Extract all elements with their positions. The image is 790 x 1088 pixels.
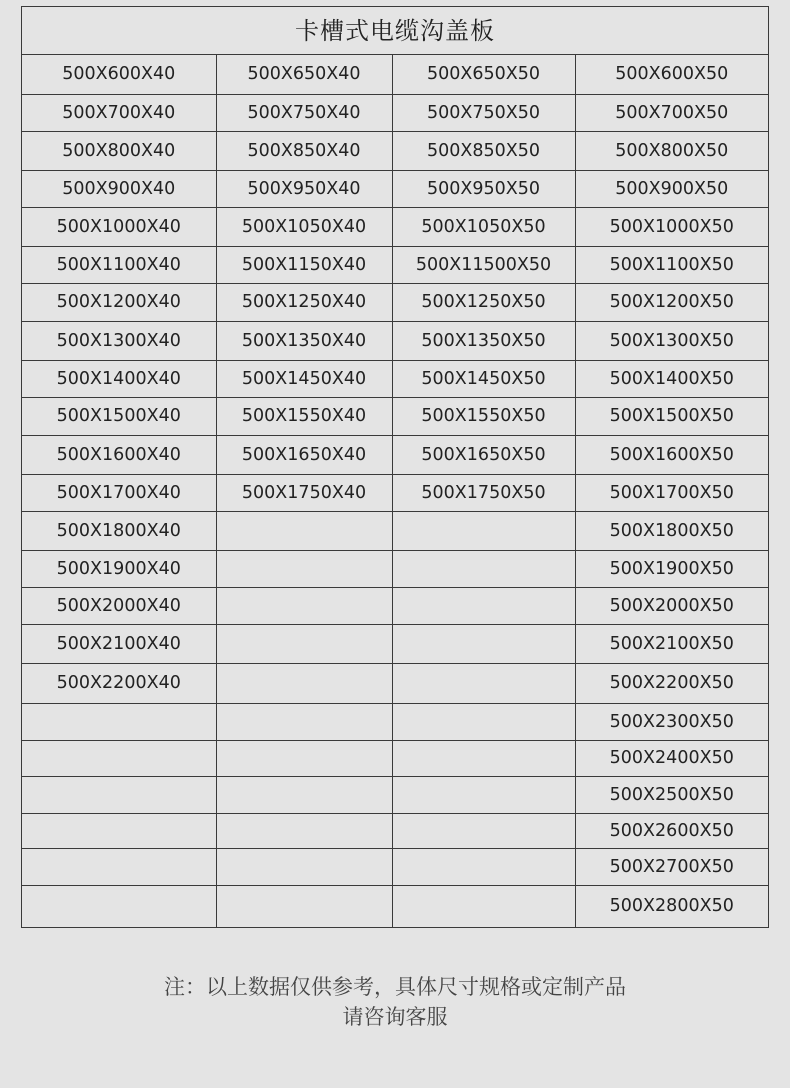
table-cell: 500X1700X50 xyxy=(575,474,768,511)
table-cell: 500X2100X50 xyxy=(575,624,768,663)
table-row xyxy=(22,550,768,587)
table-cell: 500X2700X50 xyxy=(575,848,768,885)
table-row xyxy=(22,207,768,246)
table-cell xyxy=(216,776,392,813)
table-cell: 500X1600X40 xyxy=(22,435,216,474)
table-cell: 500X900X50 xyxy=(575,170,768,207)
table-row xyxy=(22,246,768,283)
table-cell: 500X1800X40 xyxy=(22,511,216,550)
table-row xyxy=(22,703,768,740)
table-cell xyxy=(22,776,216,813)
table-cell xyxy=(216,848,392,885)
table-cell: 500X700X40 xyxy=(22,94,216,131)
table-row xyxy=(22,283,768,321)
table-cell xyxy=(392,511,575,550)
table-cell xyxy=(216,511,392,550)
table-row xyxy=(22,55,768,94)
table-cell: 500X1300X50 xyxy=(575,321,768,360)
table-cell: 500X2500X50 xyxy=(575,776,768,813)
table-cell: 500X1500X50 xyxy=(575,397,768,435)
table-cell: 500X1550X40 xyxy=(216,397,392,435)
table-cell: 500X1150X40 xyxy=(216,246,392,283)
table-cell: 500X650X40 xyxy=(216,55,392,94)
table-cell xyxy=(392,663,575,703)
table-cell xyxy=(392,776,575,813)
table-cell: 500X2800X50 xyxy=(609,896,734,917)
table-cell: 500X1100X40 xyxy=(22,246,216,283)
table-cell: 500X1500X40 xyxy=(22,397,216,435)
table-cell xyxy=(216,587,392,624)
table-cell: 500X1350X40 xyxy=(216,321,392,360)
footnote-line-1: 注：以上数据仅供参考，具体尺寸规格或定制产品 xyxy=(164,975,626,999)
table-cell: 500X950X50 xyxy=(392,170,575,207)
table-cell xyxy=(22,885,216,927)
table-cell xyxy=(216,624,392,663)
table-cell: 500X900X40 xyxy=(22,170,216,207)
table-cell xyxy=(22,703,216,740)
table-cell: 500X1650X40 xyxy=(216,435,392,474)
table-cell: 500X2000X40 xyxy=(22,587,216,624)
table-row xyxy=(22,170,768,207)
table-cell: 500X800X40 xyxy=(22,131,216,170)
table-cell: 500X1800X50 xyxy=(575,511,768,550)
table-row xyxy=(22,474,768,511)
table-cell xyxy=(392,885,575,927)
table-cell: 500X1250X40 xyxy=(216,283,392,321)
table-cell: 500X1600X50 xyxy=(575,435,768,474)
table-cell: 500X1300X40 xyxy=(22,321,216,360)
table-cell: 500X1200X50 xyxy=(575,283,768,321)
table-cell: 500X750X40 xyxy=(216,94,392,131)
table-cell: 500X1000X40 xyxy=(22,207,216,246)
table-cell xyxy=(392,813,575,848)
table-cell xyxy=(216,663,392,703)
table-row xyxy=(22,360,768,397)
table-cell xyxy=(22,813,216,848)
table-cell xyxy=(392,550,575,587)
table-cell: 500X1050X40 xyxy=(216,207,392,246)
table-cell: 500X11500X50 xyxy=(392,246,575,283)
table-cell: 500X1450X50 xyxy=(392,360,575,397)
footnote-line-2: 请咨询客服 xyxy=(342,1005,448,1029)
table-title: 卡槽式电缆沟盖板 xyxy=(22,7,768,55)
table-cell: 500X2200X40 xyxy=(22,663,216,703)
table-cell: 500X850X40 xyxy=(216,131,392,170)
table-row xyxy=(22,776,768,813)
table-cell: 500X1900X50 xyxy=(575,550,768,587)
table-cell xyxy=(392,587,575,624)
table-cell xyxy=(216,740,392,776)
table-row xyxy=(22,397,768,435)
table-row xyxy=(22,131,768,170)
table-cell: 500X1750X40 xyxy=(216,474,392,511)
table-cell xyxy=(392,703,575,740)
table-cell: 500X1400X50 xyxy=(575,360,768,397)
table-cell: 500X2000X50 xyxy=(575,587,768,624)
table-cell xyxy=(216,885,392,927)
spec-table xyxy=(21,6,769,928)
table-row xyxy=(22,321,768,360)
table-row xyxy=(22,587,768,624)
table-cell: 500X1550X50 xyxy=(392,397,575,435)
table-row xyxy=(22,624,768,663)
table-row xyxy=(22,94,768,131)
table-row xyxy=(22,740,768,776)
table-cell: 500X2100X40 xyxy=(22,624,216,663)
table-cell: 500X1350X50 xyxy=(392,321,575,360)
table-cell: 500X600X40 xyxy=(22,55,216,94)
table-cell xyxy=(216,703,392,740)
table-cell: 500X750X50 xyxy=(392,94,575,131)
table-cell xyxy=(22,848,216,885)
table-cell: 500X850X50 xyxy=(392,131,575,170)
table-cell: 500X2200X50 xyxy=(575,663,768,703)
table-cell: 500X1400X40 xyxy=(22,360,216,397)
table-cell: 500X1200X40 xyxy=(22,283,216,321)
table-cell xyxy=(392,848,575,885)
table-cell: 500X2600X50 xyxy=(575,813,768,848)
table-cell xyxy=(216,813,392,848)
table-cell: 500X1450X40 xyxy=(216,360,392,397)
table-cell: 500X1700X40 xyxy=(22,474,216,511)
table-row xyxy=(22,848,768,885)
footnote xyxy=(0,972,790,1032)
table-cell xyxy=(22,740,216,776)
table-row xyxy=(22,663,768,703)
table-cell: 500X800X50 xyxy=(575,131,768,170)
table-cell: 500X600X50 xyxy=(575,55,768,94)
table-cell: 500X950X40 xyxy=(216,170,392,207)
table-cell: 500X650X50 xyxy=(392,55,575,94)
table-row xyxy=(22,435,768,474)
table-cell: 500X2400X50 xyxy=(575,740,768,776)
table-cell: 500X1750X50 xyxy=(392,474,575,511)
table-row xyxy=(22,511,768,550)
table-cell: 500X1050X50 xyxy=(392,207,575,246)
table-cell: 500X1100X50 xyxy=(575,246,768,283)
table-cell: 500X1900X40 xyxy=(22,550,216,587)
table-cell: 500X1000X50 xyxy=(575,207,768,246)
table-cell xyxy=(392,740,575,776)
spec-grid xyxy=(22,55,768,927)
table-cell: 500X1250X50 xyxy=(392,283,575,321)
spec-grid-body xyxy=(22,55,768,927)
table-cell: 500X1650X50 xyxy=(392,435,575,474)
table-row xyxy=(22,885,768,927)
table-row xyxy=(22,813,768,848)
table-cell: 500X700X50 xyxy=(575,94,768,131)
table-cell: 500X2300X50 xyxy=(575,703,768,740)
table-cell xyxy=(392,624,575,663)
table-cell xyxy=(216,550,392,587)
